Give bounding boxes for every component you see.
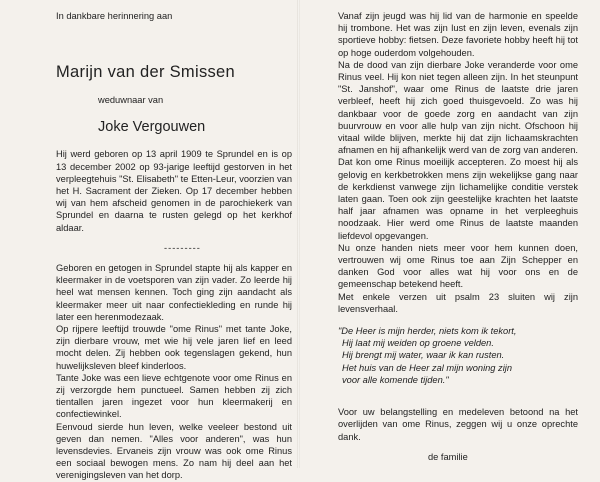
spouse-name: Joke Vergouwen xyxy=(98,119,206,136)
youth-paragraph: Vanaf zijn jeugd was hij lid van de harmonie en speelde hij trombone. Het was zijn lust en zijn leven, evenals zijn sportieve hobby: fietsen. Deze favoriete hobby heeft hij tot op hoge ouderdom volgehouden. xyxy=(338,11,578,58)
life-paragraph-2: Op rijpere leeftijd trouwde "ome Rinus" met tante Joke, zijn dierbare vrouw, met wie hij vele jaren lief en leed mocht delen. Zij hebben ook tegenslagen gekend, hun huwelijksleven bleef kinderloos. xyxy=(56,324,292,371)
psalm-quote xyxy=(338,325,578,386)
intro-text: In dankbare herinnering aan xyxy=(56,11,173,21)
card-fold xyxy=(297,0,300,468)
signature: de familie xyxy=(428,451,468,462)
bio-paragraph: Hij werd geboren op 13 april 1909 te Sprundel en is op 13 december 2002 op 93-jarige leeftijd gestorven in het verpleegtehuis "St. Elisabeth" te Etten-Leur, voorzien van het H. Sacrament der Zieken. Op 17 december hebben wij van hem afscheid genomen in de parochiekerk van Sprundel en daarna te rusten gelegd op het kerkhof aldaar. xyxy=(56,149,292,233)
psalm-line: Hij brengt mij water, waar ik kan rusten. xyxy=(342,350,505,361)
life-paragraph-4: Eenvoud sierde hun leven, welke veeleer bestond uit geven dan nemen. "Alles voor anderen", was hun levensdevies. Ervaneis zijn vrouw was ook ome Rinus een sociaal bewogen mens. Zo nam hij deel aan het verenigingsleven van het dorp. xyxy=(56,421,292,481)
life-paragraph-1: Geboren en getogen in Sprundel stapte hij als kapper en kleermaker in de voetsporen van zijn vader. Zo leerde hij heel wat mensen kennen. Toch ging zijn aandacht als kleermaker meer uit naar confectiekleding en runde hij later een herenmodezaak. xyxy=(56,263,292,322)
separator: --------- xyxy=(164,242,201,253)
life-paragraph-3: Tante Joke was een lieve echtgenote voor ome Rinus en zij verzorgde hem punctueel. Samen hebben zij zich tientallen jaren ingezet voor hun kleermakerij en confectiewinkel. xyxy=(56,372,292,420)
psalm-line: Hij laat mij weiden op groene velden. xyxy=(342,338,494,349)
right-panel xyxy=(338,10,578,463)
thanks-paragraph: Voor uw belangstelling en medeleven betoond na het overlijden van ome Rinus, zeggen wij u onze oprechte dank. xyxy=(338,407,578,442)
psalm-intro: Met enkele verzen uit psalm 23 sluiten wij zijn levensverhaal. xyxy=(338,291,578,314)
psalm-line: Het huis van de Heer zal mijn woning zijn xyxy=(342,362,513,373)
psalm-line: "De Heer is mijn herder, niets kom ik tekort, xyxy=(338,326,517,337)
deceased-name: Marijn van der Smissen xyxy=(56,63,235,82)
role-text: weduwnaar van xyxy=(98,95,164,106)
later-life-paragraph: Na de dood van zijn dierbare Joke veranderde voor ome Rinus veel. Hij kon niet tegen alleen zijn. In het steunpunt "St. Janshof", waar ome Rinus de laatste drie jaren verbleef, heeft hij zich goed thuisgevoeld. Zo was hij dankbaar voor de goede zorg en aandacht van zijn buurvrouw en voor alle hulp van zijn nicht. Ofschoon hij vitaal wilde blijven, merkte hij dat zijn lichaamskrachten afnamen en hij afhankelijk werd van de zorg van anderen. Dat kon ome Rinus moeilijk accepteren. Zo moest hij als gelovig en kerkbetrokken mens zijn wekelijkse gang naar de kerkdienst vanwege zijn lichamelijke conditie verstek laten gaan. Toen ook zijn geestelijke krachten het laatste half jaar afnamen was opname in het verpleeghuis noodzaak. Hier werd ome Rinus de laatste maanden liefdevol opgevangen. xyxy=(338,59,578,241)
left-panel xyxy=(56,10,292,482)
trust-paragraph: Nu onze handen niets meer voor hem kunnen doen, vertrouwen wij ome Rinus toe aan Zijn Schepper en danken God voor alles wat hij voor ons en de gemeenschap betekend heeft. xyxy=(338,242,578,290)
psalm-line: voor alle komende tijden." xyxy=(342,374,449,385)
